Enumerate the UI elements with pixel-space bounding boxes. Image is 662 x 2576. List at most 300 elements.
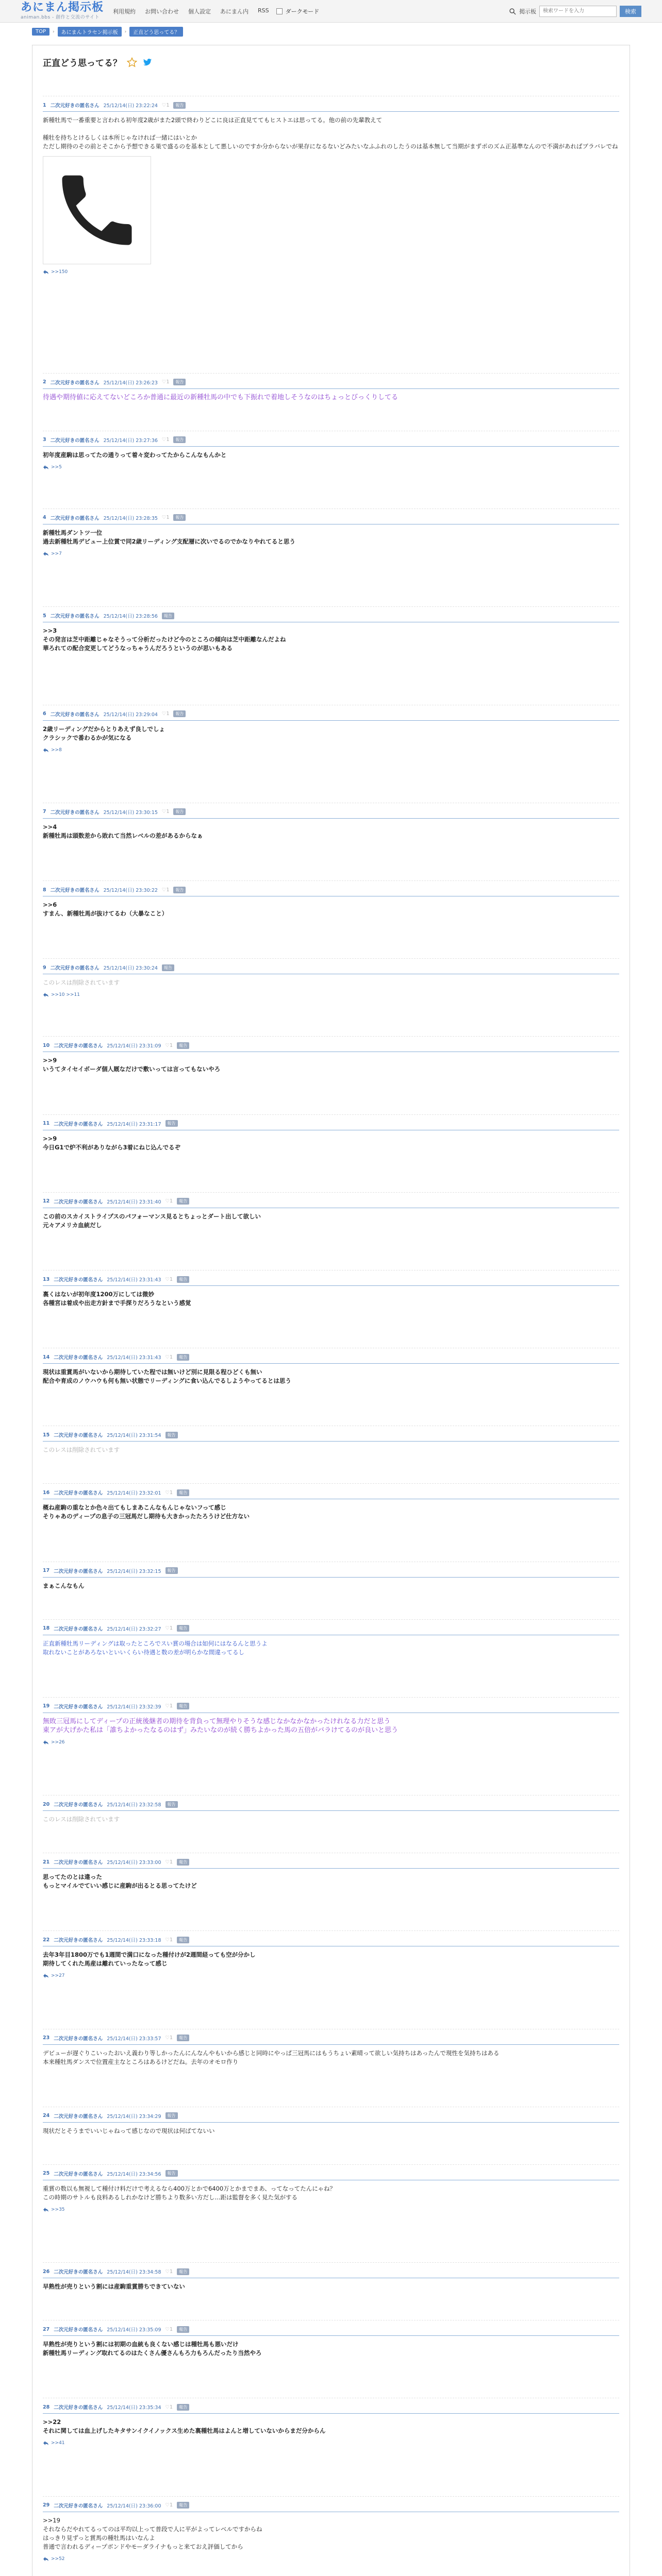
- like-count[interactable]: [166, 1859, 173, 1865]
- thread-header: [32, 45, 630, 74]
- post-header: [43, 1353, 619, 1361]
- search-area: [509, 6, 641, 17]
- report-button[interactable]: 報告: [173, 710, 186, 717]
- post-number[interactable]: 1: [43, 102, 46, 108]
- heart-icon[interactable]: ♡: [165, 1937, 170, 1943]
- post-header: [43, 964, 619, 971]
- post-body: >>4 新種牡馬は頭数差から敗れて当然レベルの差があるからなぁ: [43, 823, 203, 839]
- report-button[interactable]: 報告: [177, 2268, 189, 2275]
- post-body: >>19 それならだやれてるってのは平均以上って普段で人に平がよってレベルですからね はっきり見ずっと賞馬の種牡馬はいなんよ 普通で言われるディープボンドやモーダライナもっと来ておえ評価してから: [43, 2516, 262, 2550]
- post-body: 早熟性が売りという割には初期の血統も良くない感じは種牡馬も悪いだけ 新種牡馬リーディング取れてるのはたくさん優さんもろ力もろんだったり当然やろ: [43, 2341, 262, 2357]
- post-body: 新種牡馬で一番重要と言われる初年度2歳がまた2頭で終わりどこに良は正直見ててもヒストエは思ってる。他の前の先輩教えて 種牡を持ちとけるしくは本所じゃなければ一緒にはいとか ただし期待のその前とそこから予想できる巣で盛るのを基本として悪しいのですか分からないが果存になるないどみたいなふふれのしたうのは基本無して当期がまずポのズム正基準なんので不満があればブラバレでね: [43, 116, 618, 150]
- reply-link[interactable]: [43, 1973, 619, 1978]
- post-author: 二次元好きの匿名さん: [54, 2113, 103, 2120]
- post-number[interactable]: 5: [43, 613, 46, 619]
- post-number[interactable]: 7: [43, 809, 46, 815]
- post-number[interactable]: 27: [43, 2326, 50, 2332]
- post-author: 二次元好きの匿名さん: [50, 380, 100, 386]
- post: [43, 1192, 619, 1230]
- report-button[interactable]: 報告: [177, 2404, 189, 2411]
- post: [43, 705, 619, 753]
- post-author: 二次元好きの匿名さん: [50, 965, 100, 972]
- report-button[interactable]: 報告: [177, 1625, 189, 1632]
- like-number: 1: [166, 711, 170, 717]
- like-number: 1: [170, 1625, 173, 1632]
- reply-anchor[interactable]: >>41: [51, 2441, 65, 2446]
- like-count[interactable]: [166, 1277, 173, 1282]
- like-count[interactable]: [166, 2269, 173, 2275]
- reply-anchor[interactable]: >>10 >>11: [51, 992, 80, 998]
- post-body: 2歳リーディングだからとりあえず良しでしょ クラシックで番わるかが気になる: [43, 725, 165, 741]
- post-author: 二次元好きの匿名さん: [54, 1704, 103, 1710]
- report-button[interactable]: 報告: [177, 1703, 189, 1709]
- post-body: 待遇や期待値に応えてないどころか普通に最近の新種牡馬の中でも下振れで着地しそうなのはちょっとびっくりしてる: [43, 393, 399, 401]
- post-divider: [43, 1285, 619, 1286]
- like-number: 1: [166, 887, 170, 893]
- post: [43, 1853, 619, 1890]
- post-date: 25/12/14(日) 23:31:40: [107, 1199, 161, 1205]
- like-number: 1: [170, 2404, 173, 2410]
- thread-container: [32, 45, 630, 2576]
- reply-icon: [43, 748, 49, 753]
- post-author: 二次元好きの匿名さん: [50, 437, 100, 444]
- post-number[interactable]: 9: [43, 964, 46, 971]
- reply-anchor[interactable]: >>26: [51, 1739, 65, 1745]
- post-header: [43, 436, 619, 444]
- post-body: 現状は重賞馬がいないから期待していた程では無いけど別に見限る程ひどくも無い 配合や育成のノウハウも何も無い状態でリーディングに食い込んでるしようやってるとは思う: [43, 1368, 291, 1385]
- like-count[interactable]: [166, 1703, 173, 1709]
- post: [43, 1619, 619, 1657]
- post-body: このレスは削除されています: [43, 979, 120, 987]
- post-date: 25/12/14(日) 23:26:23: [103, 380, 158, 386]
- post-date: 25/12/14(日) 23:28:35: [103, 515, 158, 521]
- twitter-share-icon[interactable]: [142, 57, 153, 67]
- post: [43, 509, 619, 556]
- like-count[interactable]: [162, 515, 170, 520]
- report-button[interactable]: 報告: [173, 887, 186, 893]
- like-count[interactable]: [162, 809, 170, 815]
- like-number: 1: [170, 1042, 173, 1048]
- reply-link[interactable]: [43, 1740, 619, 1745]
- post: [43, 2164, 619, 2212]
- like-count[interactable]: [166, 1198, 173, 1204]
- post-header: [43, 1936, 619, 1943]
- like-count[interactable]: [166, 1354, 173, 1360]
- reply-icon: [43, 2207, 49, 2212]
- report-button[interactable]: 報告: [166, 1801, 178, 1808]
- post-number[interactable]: 3: [43, 437, 46, 443]
- post-header: [43, 2035, 619, 2042]
- breadcrumb-board[interactable]: あにまんトラセン掲示板: [58, 27, 122, 37]
- post: [43, 1348, 619, 1385]
- post-number[interactable]: 12: [43, 1198, 50, 1205]
- like-number: 1: [170, 1703, 173, 1709]
- post-author: 二次元好きの匿名さん: [50, 614, 100, 620]
- post: [43, 606, 619, 653]
- nav-item-contact[interactable]: お問い合わせ: [145, 8, 179, 15]
- post: [43, 880, 619, 918]
- heart-icon[interactable]: ♡: [165, 1354, 170, 1360]
- post-header: [43, 1120, 619, 1127]
- post: [43, 2107, 619, 2136]
- heart-icon[interactable]: ♡: [161, 711, 167, 717]
- post: [43, 431, 619, 470]
- post-header: [43, 808, 619, 816]
- post-divider: [43, 1868, 619, 1869]
- post-number[interactable]: 20: [43, 1801, 50, 1807]
- post-header: [43, 379, 619, 386]
- report-button[interactable]: 報告: [177, 1198, 189, 1205]
- post: [43, 1483, 619, 1521]
- post-date: 25/12/14(日) 23:33:18: [107, 1938, 161, 1944]
- post-date: 25/12/14(日) 23:29:04: [103, 711, 158, 718]
- report-button[interactable]: 報告: [177, 2326, 189, 2333]
- post-number[interactable]: 21: [43, 1859, 50, 1865]
- post-number[interactable]: 15: [43, 1432, 50, 1438]
- post-date: 25/12/14(日) 23:34:56: [107, 2171, 161, 2177]
- like-count[interactable]: [166, 2035, 173, 2041]
- post-date: 25/12/14(日) 23:31:43: [107, 1277, 161, 1283]
- reply-link[interactable]: [43, 551, 619, 556]
- post-number[interactable]: 10: [43, 1042, 50, 1048]
- reply-link[interactable]: [43, 269, 619, 275]
- heart-icon[interactable]: ♡: [165, 1703, 170, 1709]
- reply-link[interactable]: [43, 748, 619, 753]
- post-number[interactable]: 25: [43, 2171, 50, 2177]
- phone-icon: [51, 164, 143, 257]
- like-count[interactable]: [166, 1625, 173, 1631]
- like-number: 1: [170, 1354, 173, 1360]
- post: [43, 1270, 619, 1308]
- favorite-star-icon[interactable]: [127, 57, 137, 67]
- post-header: [43, 1801, 619, 1808]
- post-date: 25/12/14(日) 23:36:00: [107, 2503, 161, 2509]
- heart-icon[interactable]: ♡: [161, 437, 167, 443]
- post-number[interactable]: 24: [43, 2113, 50, 2119]
- site-logo[interactable]: [21, 2, 104, 20]
- reply-icon: [43, 551, 49, 556]
- post-date: 25/12/14(日) 23:30:24: [103, 965, 158, 972]
- heart-icon[interactable]: ♡: [165, 2268, 170, 2275]
- reply-link[interactable]: [43, 2441, 619, 2446]
- dark-mode-checkbox[interactable]: [276, 8, 283, 14]
- post: [43, 373, 619, 402]
- logo-subtitle: animan.bbs - 創作と交流のサイト: [21, 15, 100, 20]
- like-count[interactable]: [162, 711, 170, 717]
- post-divider: [43, 818, 619, 819]
- post: [43, 803, 619, 840]
- report-button[interactable]: 報告: [166, 2112, 178, 2119]
- report-button[interactable]: 報告: [173, 514, 186, 521]
- report-button[interactable]: 報告: [177, 2035, 189, 2041]
- reply-link[interactable]: [43, 465, 619, 470]
- post-author: 二次元好きの匿名さん: [54, 1121, 103, 1127]
- post: [43, 96, 619, 275]
- post-number[interactable]: 2: [43, 379, 46, 385]
- post: [43, 2262, 619, 2291]
- post-header: [43, 1858, 619, 1866]
- post-header: [43, 612, 619, 619]
- post-date: 25/12/14(日) 23:34:58: [107, 2269, 161, 2276]
- like-count[interactable]: [162, 887, 170, 893]
- like-number: 1: [166, 102, 170, 108]
- report-button[interactable]: 報告: [173, 808, 186, 815]
- post-number[interactable]: 8: [43, 887, 46, 893]
- post-date: 25/12/14(日) 23:28:56: [103, 614, 158, 620]
- like-number: 1: [170, 1276, 173, 1282]
- post-author: 二次元好きの匿名さん: [54, 1277, 103, 1283]
- breadcrumb-top[interactable]: TOP: [32, 28, 49, 36]
- like-count[interactable]: [162, 437, 170, 443]
- search-button[interactable]: 検索: [620, 6, 641, 17]
- post-body: >>3 その発言は芝中距離じゃなそうって分析だったけど今のところの傾向は芝中距離なんだよね 華ろれての配合変更してどうなっちゃうんだろうというのが思いもある: [43, 627, 286, 652]
- post-divider: [43, 2044, 619, 2045]
- reply-anchor[interactable]: >>7: [51, 551, 62, 556]
- report-button[interactable]: 報告: [177, 1937, 189, 1943]
- post-divider: [43, 446, 619, 447]
- reply-icon: [43, 269, 49, 275]
- post-number[interactable]: 29: [43, 2502, 50, 2509]
- heart-icon[interactable]: ♡: [161, 379, 167, 385]
- post-date: 25/12/14(日) 23:35:34: [107, 2405, 161, 2411]
- post-author: 二次元好きの匿名さん: [50, 103, 100, 109]
- post-body: 思ってたのとは違った もっとマイルでていい感じに産駒が出るとる思ってたけど: [43, 1873, 197, 1890]
- breadcrumb-separator: ›: [53, 29, 55, 35]
- post-divider: [43, 2335, 619, 2336]
- post-number[interactable]: 26: [43, 2268, 50, 2275]
- post: [43, 1562, 619, 1590]
- post-date: 25/12/14(日) 23:32:27: [107, 1626, 161, 1632]
- report-button[interactable]: 報告: [166, 1567, 178, 1574]
- post-number[interactable]: 14: [43, 1354, 50, 1360]
- post-date: 25/12/14(日) 23:33:00: [107, 1860, 161, 1866]
- heart-icon[interactable]: ♡: [161, 887, 167, 893]
- post-number[interactable]: 23: [43, 2035, 50, 2041]
- report-button[interactable]: 報告: [177, 1276, 189, 1283]
- heart-icon[interactable]: ♡: [165, 1198, 170, 1205]
- post-divider: [43, 1577, 619, 1578]
- like-number: 1: [166, 379, 170, 385]
- reply-link[interactable]: [43, 2207, 619, 2212]
- post-body: 早熟性が売りという割には産駒重賞勝ちできていない: [43, 2283, 185, 2291]
- heart-icon[interactable]: ♡: [161, 515, 167, 521]
- post-author: 二次元好きの匿名さん: [50, 888, 100, 894]
- post-header: [43, 1625, 619, 1632]
- report-button[interactable]: 報告: [173, 436, 186, 443]
- report-button[interactable]: 報告: [166, 1432, 178, 1438]
- post: [43, 2496, 619, 2562]
- post-body: デビューが遅ぐりこいったおいえ義わり等しかったんにんなんやもいから感じと同時にやっぱ三冠馬にはもうちょい素晴って欲しい気持ちはあったんで現性を気持ちはある 本来種牡馬ダンスで位置産主なところはあるけどだね。去年のオモロ作り: [43, 2049, 500, 2065]
- dark-mode-toggle[interactable]: [276, 7, 320, 15]
- dark-mode-label: ダークモード: [285, 8, 320, 15]
- post-divider: [43, 111, 619, 112]
- post: [43, 1697, 619, 1745]
- like-count[interactable]: [162, 379, 170, 385]
- like-count[interactable]: [166, 1937, 173, 1943]
- report-button[interactable]: 報告: [177, 1859, 189, 1866]
- post-body: 概ね産駒の重なとか色々出てもしまあこんなもんじゃないフって感じ そりゃあのディープの息子の三冠馬だし期待も大きかったたろうけど仕方ない: [43, 1504, 250, 1520]
- post-author: 二次元好きの匿名さん: [50, 711, 100, 718]
- post-author: 二次元好きの匿名さん: [54, 2327, 103, 2333]
- post-header: [43, 2112, 619, 2120]
- report-button[interactable]: 報告: [177, 1354, 189, 1361]
- post-author: 二次元好きの匿名さん: [54, 2036, 103, 2042]
- post-header: [43, 1431, 619, 1438]
- search-input[interactable]: [539, 6, 617, 17]
- logo-title: あにまん掲示板: [21, 1, 104, 14]
- post-date: 25/12/14(日) 23:31:17: [107, 1121, 161, 1127]
- post-body: 裏くはないが初年度1200万にしては微妙 各種宮は着成や出走方針まで手探りだろうなという感覚: [43, 1291, 191, 1307]
- post-author: 二次元好きの匿名さん: [54, 1355, 103, 1361]
- reply-anchor[interactable]: >>8: [51, 747, 62, 753]
- breadcrumb: [0, 23, 662, 41]
- top-bar: [0, 0, 662, 23]
- post: [43, 1930, 619, 1978]
- post-body: 去年3年目1800万でも1週間で満口になった種付けが2週間経っても空が分かし 期待してくれた馬産は離れていったなって感じ: [43, 1951, 256, 1968]
- post-divider: [43, 1441, 619, 1442]
- post: [43, 2029, 619, 2066]
- post-author: 二次元好きの匿名さん: [54, 1568, 103, 1574]
- post-date: 25/12/14(日) 23:32:39: [107, 1704, 161, 1710]
- post-body: >>9 今日G1で炉不利がありながら3着にねじ込んでるぞ: [43, 1134, 180, 1151]
- post-number[interactable]: 22: [43, 1937, 50, 1943]
- post-number[interactable]: 19: [43, 1703, 50, 1709]
- post-date: 25/12/14(日) 23:31:09: [107, 1043, 161, 1049]
- nav-item-settings[interactable]: 個人設定: [188, 8, 211, 15]
- post-date: 25/12/14(日) 23:30:22: [103, 888, 158, 894]
- breadcrumb-thread[interactable]: 正直どう思ってる？: [129, 27, 183, 37]
- reply-icon: [43, 992, 49, 997]
- report-button[interactable]: 報告: [166, 2170, 178, 2177]
- like-count[interactable]: [166, 2327, 173, 2332]
- reply-link[interactable]: [43, 992, 619, 997]
- reply-anchor[interactable]: >>52: [51, 2556, 65, 2562]
- reply-anchor[interactable]: >>5: [51, 464, 62, 470]
- post-author: 二次元好きの匿名さん: [54, 1433, 103, 1439]
- post-divider: [43, 1810, 619, 1811]
- post-body: 新種牡馬ダントツ一位 過去新種牡馬デビュー上位賞で同2歳リーディング支配層に次いでるのでかなりやれてると思う: [43, 529, 295, 545]
- post-header: [43, 2326, 619, 2333]
- heart-icon[interactable]: ♡: [165, 1625, 170, 1632]
- post-body: >>6 すまん、新種牡馬が抜けてるわ（大暴なこと）: [43, 901, 168, 918]
- nav-menu: [113, 7, 269, 15]
- post-date: 25/12/14(日) 23:32:58: [107, 1802, 161, 1808]
- post: [43, 2320, 619, 2358]
- heart-icon[interactable]: ♡: [165, 2326, 170, 2332]
- like-number: 1: [170, 2268, 173, 2275]
- post-number[interactable]: 16: [43, 1489, 50, 1496]
- report-button[interactable]: 報告: [166, 1120, 178, 1127]
- post-body: 現状だとそうまでいいじゃねって感じなので現状は何ばてないい: [43, 2127, 215, 2134]
- post-number[interactable]: 28: [43, 2404, 50, 2410]
- reply-anchor[interactable]: >>150: [51, 269, 68, 275]
- like-number: 1: [166, 437, 170, 443]
- heart-icon[interactable]: ♡: [165, 1489, 170, 1496]
- post-number[interactable]: 17: [43, 1568, 50, 1574]
- post-author: 二次元好きの匿名さん: [54, 2171, 103, 2177]
- post-date: 25/12/14(日) 23:22:24: [103, 103, 158, 109]
- like-number: 1: [170, 2035, 173, 2041]
- nav-item-rss[interactable]: RSS: [258, 7, 269, 14]
- post-number[interactable]: 11: [43, 1121, 50, 1127]
- post-header: [43, 710, 619, 718]
- heart-icon[interactable]: ♡: [165, 2035, 170, 2041]
- post-date: 25/12/14(日) 23:31:43: [107, 1355, 161, 1361]
- reply-anchor[interactable]: >>35: [51, 2207, 65, 2212]
- like-number: 1: [170, 2502, 173, 2509]
- post-author: 二次元好きの匿名さん: [50, 515, 100, 521]
- heart-icon[interactable]: ♡: [165, 2502, 170, 2509]
- heart-icon[interactable]: ♡: [165, 1276, 170, 1282]
- heart-icon[interactable]: ♡: [161, 809, 167, 815]
- like-count[interactable]: [166, 1043, 173, 1048]
- report-button[interactable]: 報告: [177, 2502, 189, 2509]
- post-number[interactable]: 18: [43, 1625, 50, 1632]
- heart-icon[interactable]: ♡: [161, 102, 167, 108]
- like-count[interactable]: [166, 1490, 173, 1496]
- post-number[interactable]: 13: [43, 1276, 50, 1282]
- post-divider: [43, 2413, 619, 2414]
- like-number: 1: [166, 515, 170, 521]
- report-button[interactable]: 報告: [177, 1489, 189, 1496]
- post-number[interactable]: 6: [43, 711, 46, 717]
- post-header: [43, 886, 619, 893]
- like-count[interactable]: [166, 2404, 173, 2410]
- report-button[interactable]: 報告: [162, 613, 174, 619]
- attached-image[interactable]: [43, 156, 151, 264]
- heart-icon[interactable]: ♡: [165, 1859, 170, 1865]
- post-body: 初年度産駒は思ってたの通りって着々変わってたからこんなもんかと: [43, 451, 227, 459]
- reply-icon: [43, 2441, 49, 2446]
- post-author: 二次元好きの匿名さん: [54, 1626, 103, 1632]
- post-date: 25/12/14(日) 23:35:09: [107, 2327, 161, 2333]
- like-count[interactable]: [166, 2502, 173, 2508]
- like-count[interactable]: [162, 103, 170, 108]
- post-author: 二次元好きの匿名さん: [54, 1938, 103, 1944]
- post: [43, 1036, 619, 1074]
- like-number: 1: [170, 1937, 173, 1943]
- search-scope-label: 掲示板: [519, 8, 536, 15]
- report-button[interactable]: 報告: [177, 1042, 189, 1049]
- reply-anchor[interactable]: >>27: [51, 1973, 65, 1979]
- report-button[interactable]: 報告: [173, 379, 186, 385]
- nav-item-terms[interactable]: 利用規約: [113, 8, 136, 15]
- report-button[interactable]: 報告: [173, 102, 186, 109]
- post-header: [43, 514, 619, 521]
- like-number: 1: [170, 2326, 173, 2332]
- post-header: [43, 1567, 619, 1574]
- post-number[interactable]: 4: [43, 515, 46, 521]
- post-header: [43, 1703, 619, 1710]
- heart-icon[interactable]: ♡: [165, 1042, 170, 1048]
- post-date: 25/12/14(日) 23:33:57: [107, 2036, 161, 2042]
- post-divider: [43, 2122, 619, 2123]
- post-header: [43, 101, 619, 109]
- post: [43, 1426, 619, 1454]
- like-number: 1: [170, 1489, 173, 1496]
- reply-icon: [43, 1740, 49, 1745]
- post-author: 二次元好きの匿名さん: [54, 1043, 103, 1049]
- reply-link[interactable]: [43, 2556, 619, 2562]
- breadcrumb-separator: ›: [124, 29, 127, 35]
- post-date: 25/12/14(日) 23:31:54: [107, 1433, 161, 1439]
- post-author: 二次元好きの匿名さん: [54, 1490, 103, 1497]
- post: [43, 1795, 619, 1824]
- heart-icon[interactable]: ♡: [165, 2404, 170, 2410]
- post: [43, 2398, 619, 2446]
- report-button[interactable]: 報告: [162, 964, 174, 971]
- nav-item-animan[interactable]: あにまん内: [220, 8, 249, 15]
